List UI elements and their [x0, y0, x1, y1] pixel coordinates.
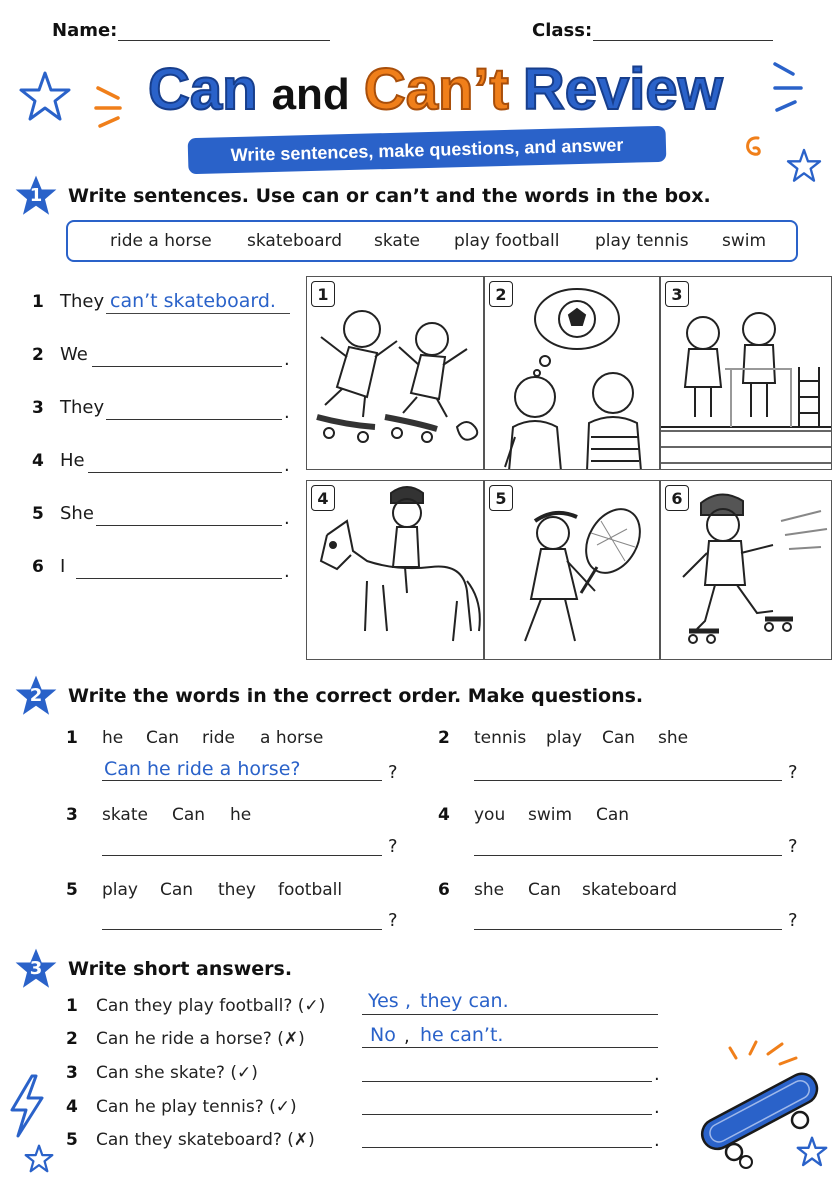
section-2-number: 2: [29, 685, 43, 706]
scrambled-word: you: [474, 805, 506, 825]
scrambled-word: Can: [602, 728, 636, 748]
item-number: 4: [32, 451, 44, 471]
word-box-item: play football: [454, 231, 560, 251]
period: .: [284, 349, 290, 370]
section-1-number: 1: [29, 185, 43, 206]
item-number: 3: [32, 398, 44, 418]
question-mark: ?: [388, 910, 398, 931]
scrambled-word: swim: [528, 805, 573, 825]
answer-line[interactable]: [474, 780, 782, 781]
period: .: [654, 1130, 660, 1151]
title-can: Can: [148, 57, 258, 122]
item-number: 4: [438, 805, 450, 825]
word-box-item: skateboard: [247, 231, 343, 251]
scrambled-word: skateboard: [582, 880, 678, 900]
item-subject: He: [60, 450, 85, 471]
scrambled-word: Can: [528, 880, 562, 900]
item-number: 4: [66, 1097, 78, 1117]
item-subject: We: [60, 344, 88, 365]
name-label: Name:: [52, 20, 118, 41]
question-mark: ?: [788, 836, 798, 857]
short-answer-yes-no[interactable]: Yes: [368, 990, 399, 1012]
item-number: 5: [66, 880, 78, 900]
short-question: Can he ride a horse? (✗): [96, 1029, 305, 1049]
scrambled-word: she: [474, 880, 505, 900]
class-label: Class:: [532, 20, 593, 41]
period: .: [284, 455, 290, 476]
title-review: Review: [522, 57, 723, 122]
star-icon-bottom-left: [24, 1144, 54, 1174]
answer-line[interactable]: [474, 855, 782, 856]
comma: ,: [404, 1026, 410, 1047]
period: .: [654, 1097, 660, 1118]
scrambled-word: tennis: [474, 728, 527, 748]
answer-line[interactable]: [102, 780, 382, 781]
question-mark: ?: [388, 836, 398, 857]
answer-line[interactable]: [362, 1147, 652, 1148]
picture-panel: [306, 276, 484, 470]
period: .: [284, 402, 290, 423]
panel-number: 2: [489, 281, 513, 307]
item-number: 1: [32, 292, 44, 312]
star-icon-bottom-right: [796, 1136, 828, 1168]
swirl-icon: [740, 132, 766, 162]
scrambled-word: he: [230, 805, 252, 825]
short-answer-rest[interactable]: he can’t.: [420, 1024, 504, 1046]
scrambled-word: they: [218, 880, 256, 900]
item-number: 6: [438, 880, 450, 900]
comma: ,: [405, 990, 412, 1012]
scrambled-word: play: [546, 728, 582, 748]
scrambled-word: he: [102, 728, 124, 748]
item-number: 5: [32, 504, 44, 524]
class-field[interactable]: [593, 40, 773, 41]
panel-number: 4: [311, 485, 335, 511]
short-question: Can they play football? (✓): [96, 996, 326, 1016]
period: .: [284, 561, 290, 582]
sentence-line[interactable]: [76, 578, 282, 579]
short-answer-yes-no[interactable]: No: [370, 1024, 396, 1046]
item-number: 3: [66, 1063, 78, 1083]
sentence-line[interactable]: [96, 525, 282, 526]
panel-number: 3: [665, 281, 689, 307]
picture-panel: [306, 480, 484, 660]
answer-line[interactable]: [362, 1114, 652, 1115]
short-answer-rest[interactable]: they can.: [420, 990, 509, 1012]
period: .: [654, 1064, 660, 1085]
section-1-title: Write sentences. Use can or can’t and the words in the box.: [68, 185, 711, 207]
scrambled-word: ride: [202, 728, 235, 748]
picture-panel: [484, 276, 660, 470]
short-question: Can she skate? (✓): [96, 1063, 258, 1083]
question-mark: ?: [788, 762, 798, 783]
item-number: 1: [66, 728, 78, 748]
picture-panel: [660, 276, 832, 470]
period: .: [284, 508, 290, 529]
lightning-icon: [6, 1074, 46, 1138]
scrambled-word: skate: [102, 805, 148, 825]
answer-line[interactable]: [362, 1081, 652, 1082]
scrambled-word: Can: [146, 728, 180, 748]
item-number: 2: [66, 1029, 78, 1049]
picture-panel: [660, 480, 832, 660]
item-subject: I: [60, 556, 66, 577]
section-2-title: Write the words in the correct order. Make questions.: [68, 685, 644, 707]
short-question: Can they skateboard? (✗): [96, 1130, 315, 1150]
section-3-title: Write short answers.: [68, 958, 293, 980]
item-number: 1: [66, 996, 78, 1016]
word-box-item: play tennis: [595, 231, 689, 251]
question-mark: ?: [788, 910, 798, 931]
burst-icon: [92, 82, 132, 132]
subtitle: Write sentences, make questions, and answer: [230, 134, 624, 165]
picture-panel: [484, 480, 660, 660]
sentence-answer[interactable]: can’t skateboard.: [110, 290, 276, 312]
title-cant: Can’t: [363, 57, 509, 122]
word-box-item: skate: [374, 231, 420, 251]
scrambled-word: she: [658, 728, 689, 748]
star-icon: [18, 70, 72, 124]
star-icon-small: [786, 148, 822, 184]
burst-icon-right: [745, 60, 805, 130]
sentence-line[interactable]: [106, 419, 282, 420]
item-number: 3: [66, 805, 78, 825]
answer-line[interactable]: [362, 1047, 658, 1048]
section-3-number: 3: [29, 958, 43, 979]
item-number: 5: [66, 1130, 78, 1150]
answer-line[interactable]: [102, 855, 382, 856]
item-number: 2: [438, 728, 450, 748]
item-number: 6: [32, 557, 44, 577]
scrambled-word: Can: [160, 880, 194, 900]
sentence-line[interactable]: [106, 313, 290, 314]
question-answer[interactable]: Can he ride a horse?: [104, 758, 301, 780]
short-question: Can he play tennis? (✓): [96, 1097, 297, 1117]
scrambled-word: Can: [596, 805, 630, 825]
scrambled-word: a horse: [260, 728, 324, 748]
name-field[interactable]: [118, 40, 330, 41]
sentence-line[interactable]: [92, 366, 282, 367]
panel-number: 5: [489, 485, 513, 511]
item-subject: They: [60, 291, 105, 312]
answer-line[interactable]: [362, 1014, 658, 1015]
answer-line[interactable]: [474, 929, 782, 930]
item-subject: They: [60, 397, 105, 418]
scrambled-word: play: [102, 880, 138, 900]
panel-number: 6: [665, 485, 689, 511]
word-box-item: swim: [722, 231, 767, 251]
panel-number: 1: [311, 281, 335, 307]
word-box-item: ride a horse: [110, 231, 212, 251]
title-and: and: [271, 70, 350, 119]
item-subject: She: [60, 503, 94, 524]
question-mark: ?: [388, 762, 398, 783]
sentence-line[interactable]: [88, 472, 282, 473]
answer-line[interactable]: [102, 929, 382, 930]
scrambled-word: football: [278, 880, 343, 900]
page-title: [148, 56, 723, 136]
item-number: 2: [32, 345, 44, 365]
scrambled-word: Can: [172, 805, 206, 825]
